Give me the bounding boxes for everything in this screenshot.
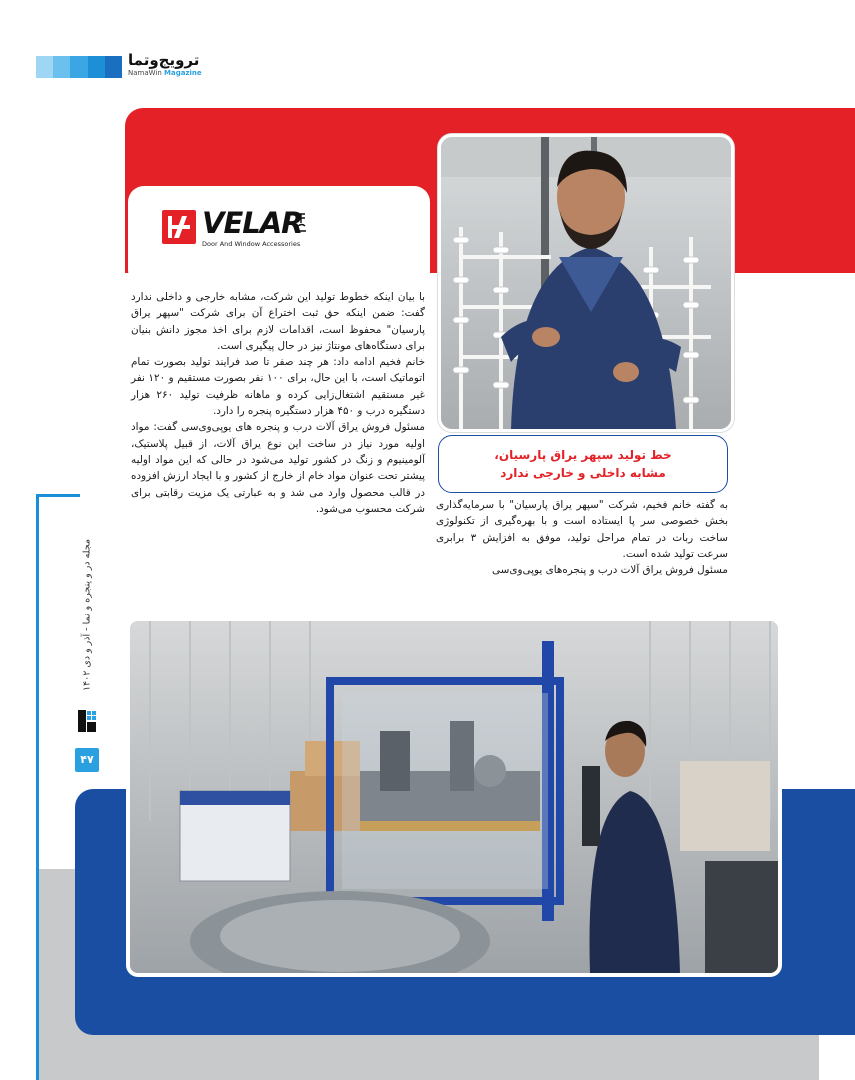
velar-brand-name: VELAR (202, 206, 303, 240)
side-accent-tick (36, 494, 80, 497)
stripe (88, 56, 105, 78)
magazine-emblem-icon (76, 708, 98, 734)
caption-line-1: خط تولید سپهر یراق پارسیان، (494, 448, 672, 462)
paragraph: مسئول فروش یراق آلات درب و پنجره‌های یوپی‌وی‌سی (491, 564, 728, 577)
velar-logo-mark-icon (162, 210, 196, 244)
assembly-machine-photo (126, 617, 782, 977)
header-color-stripes (36, 56, 122, 78)
paragraph: با بیان اینکه خطوط تولید این شرکت، مشابه خارجی و داخلی ندارد گفت: ضمن اینکه حق ثبت اختراع آن برای شرکت "سپهر یراق پارسیان" محفوظ است، اقدامات لازم برای اخذ مجوز دانش بنیان برای دستگاه‌های مونتاژ نیز در حال پیگیری است. (131, 291, 425, 352)
magazine-name-en-prefix: NamaWin (128, 69, 162, 77)
issue-info (79, 520, 95, 710)
photo-caption (438, 435, 728, 493)
paragraph: خانم فخیم ادامه داد: هر چند صفر تا صد فرایند تولید بصورت تمام اتوماتیک است، با این حال، برای ۱۰۰ نفر بصورت مستقیم و ۱۲۰ نفر غیر مستقیم اشتغال‌زایی کرده و ماهانه ظرفیت تولید ۲۶۰ هزار دستگیره درب و ۴۵۰ هزار دستگیره پنجره را دارد. (131, 356, 426, 418)
stripe (70, 56, 87, 78)
magazine-name-fa: ترویج‌وتما (128, 51, 200, 69)
side-accent-line (36, 494, 39, 1080)
stripe (53, 56, 70, 78)
stripe (36, 56, 53, 78)
magazine-name-en (128, 69, 228, 77)
magazine-name-en-suffix: Magazine (164, 69, 202, 77)
velar-brand-mark-icon (296, 212, 308, 236)
paragraph: به گفته خانم فخیم، شرکت "سپهر یراق پارسیان" با سرمایه‌گذاری بخش خصوصی سر پا ایستاده است و با بهره‌گیری از تکنولوژی ساخت ربات در تمام مراحل تولید، موفق به افزایش ۳ برابری سرعت تولید شده است. (436, 499, 728, 560)
velar-tagline: Door And Window Accessories (202, 240, 301, 248)
velar-logo (162, 204, 322, 252)
caption-line-2: مشابه داخلی و خارجی ندارد (500, 466, 666, 480)
stripe (105, 56, 122, 78)
magazine-logo (128, 52, 228, 80)
article-column-right (436, 497, 728, 578)
page-number: ۴۷ (75, 748, 99, 772)
worker-photo (438, 134, 734, 432)
article-column-left (131, 289, 425, 517)
issue-text: مجله در و پنجره و نما - آذر و دی ۱۴۰۲ (81, 538, 93, 692)
paragraph: مسئول فروش یراق آلات درب و پنجره های یوپی‌وی‌سی گفت: مواد اولیه مورد نیاز در ساخت این نوع یراق آلات، از قبیل پلاستیک، آلومینیوم و زنگ در کشور تولید می‌شود در حالی که این مواد اولیه پیشتر تحت عنوان مواد خام از خارج از کشور و با ایجاد ارزش افزوده در قالب محصول وارد می شد و به عبارتی یک مزیت رقابتی برای شرکت محسوب می‌شود. (131, 421, 425, 515)
